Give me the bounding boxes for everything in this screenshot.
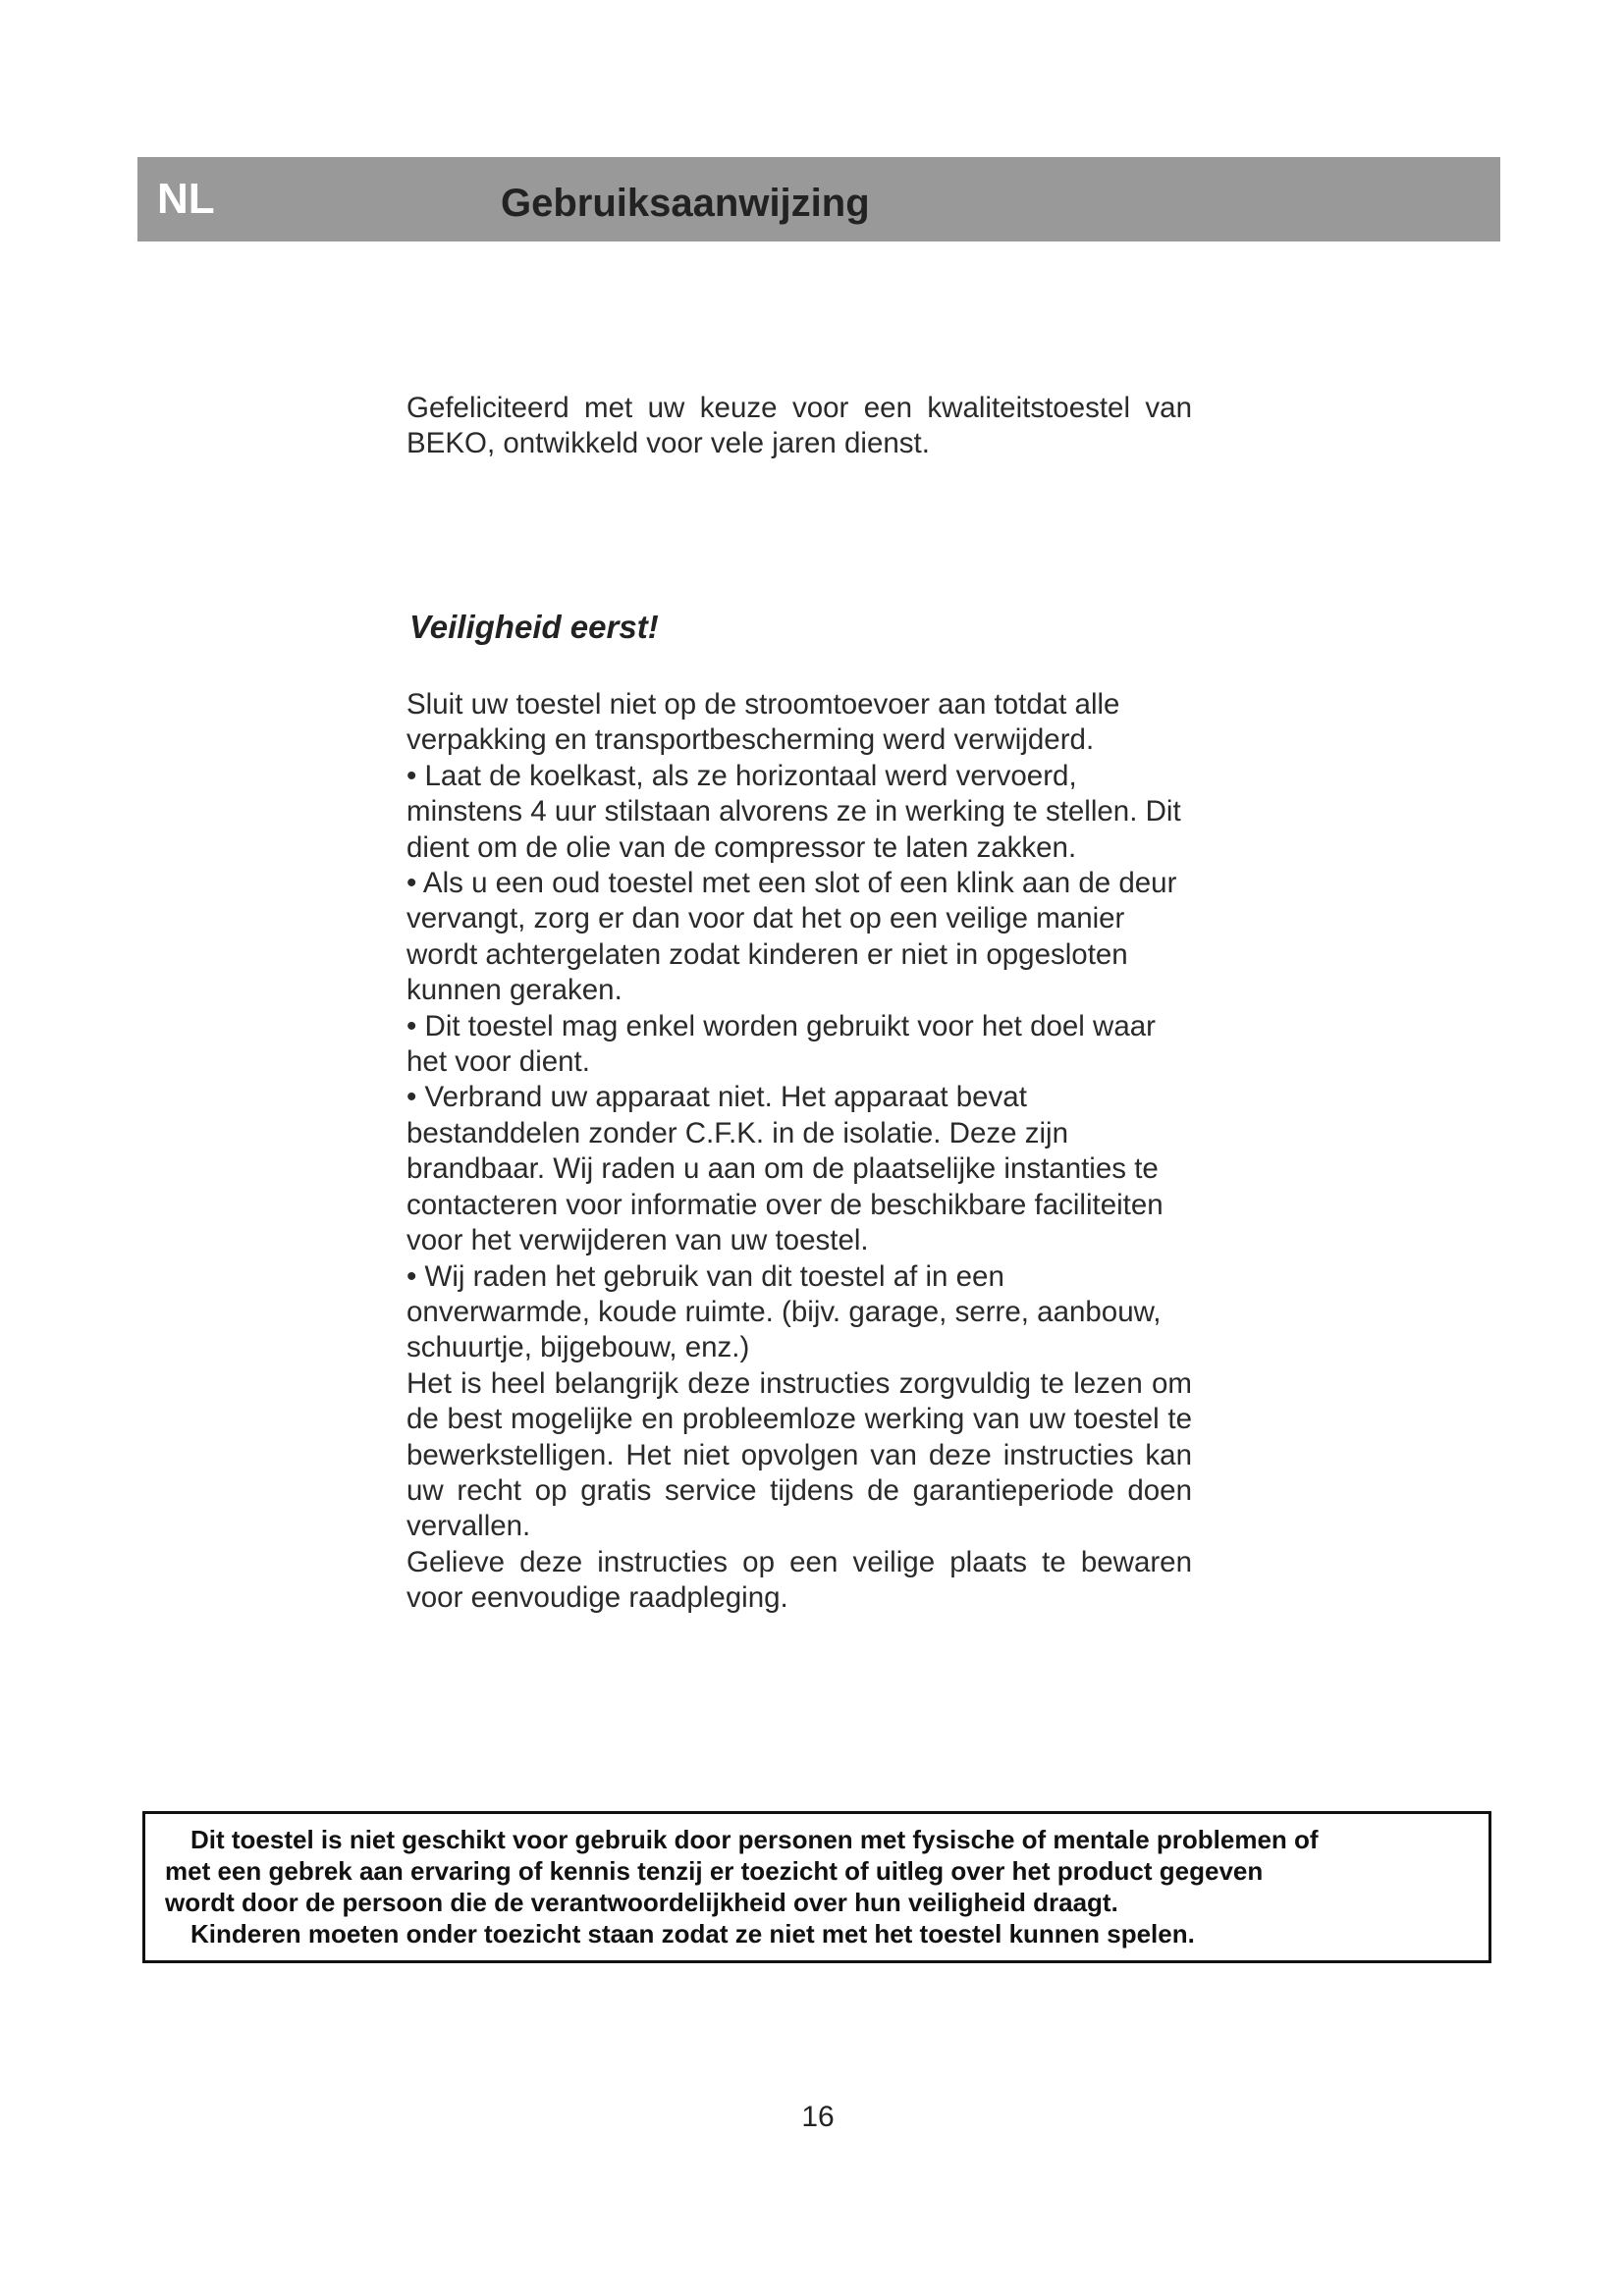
language-code: NL: [157, 175, 215, 223]
notice-line: met een gebrek aan ervaring of kennis tenzij er toezicht of uitleg over het product gegeven: [165, 1856, 1264, 1886]
notice-line: wordt door de persoon die de verantwoordelijkheid over hun veiligheid draagt.: [165, 1888, 1118, 1917]
safety-heading: Veiligheid eerst!: [409, 609, 659, 645]
warning-notice-box: [142, 1811, 1491, 1963]
document-title: Gebruiksaanwijzing: [501, 182, 870, 225]
safety-body: [406, 687, 1192, 1617]
notice-line: Kinderen moeten onder toezicht staan zodat ze niet met het toestel kunnen spelen.: [190, 1919, 1195, 1949]
safety-bullet: • Verbrand uw apparaat niet. Het apparaat bevat bestanddelen zonder C.F.K. in de isolatie. Deze zijn brandbaar. Wij raden u aan om de plaatselijke instanties te contacteren voor informatie over de beschikbare faciliteiten voor het verwijderen van uw toestel.: [406, 1081, 1164, 1257]
safety-bullet: • Wij raden het gebruik van dit toestel af in een onverwarmde, koude ruimte. (bijv. garage, serre, aanbouw, schuurtje, bijgebouw, enz.): [406, 1259, 1162, 1364]
intro-paragraph: Gefeliciteerd met uw keuze voor een kwaliteitstoestel van BEKO, ontwikkeld voor vele jaren dienst.: [406, 392, 1192, 460]
safety-paragraph: Sluit uw toestel niet op de stroomtoevoer aan totdat alle verpakking en transportbescherming werd verwijderd.: [406, 688, 1120, 757]
header-bar: [137, 157, 1500, 241]
safety-bullet: • Laat de koelkast, als ze horizontaal werd vervoerd, minstens 4 uur stilstaan alvorens ze in werking te stellen. Dit dient om de olie van de compressor te laten zakken.: [406, 759, 1181, 864]
page-number: 16: [801, 2101, 835, 2133]
safety-bullet: • Als u een oud toestel met een slot of een klink aan de deur vervangt, zorg er dan voor dat het op een veilige manier wordt achtergelaten zodat kinderen er niet in opgesloten kunnen geraken.: [406, 867, 1177, 1007]
notice-line: Dit toestel is niet geschikt voor gebruik door personen met fysische of mentale problemen of: [190, 1825, 1319, 1854]
safety-bullet: • Dit toestel mag enkel worden gebruikt voor het doel waar het voor dient.: [406, 1009, 1156, 1079]
safety-paragraph: Het is heel belangrijk deze instructies zorgvuldig te lezen om de best mogelijke en probleemloze werking van uw toestel te bewerkstelligen. Het niet opvolgen van deze instructies kan uw recht op gratis service tijdens de garantieperiode doen vervallen.: [406, 1366, 1192, 1543]
safety-paragraph: Gelieve deze instructies op een veilige plaats te bewaren voor eenvoudige raadpleging.: [406, 1545, 1192, 1615]
